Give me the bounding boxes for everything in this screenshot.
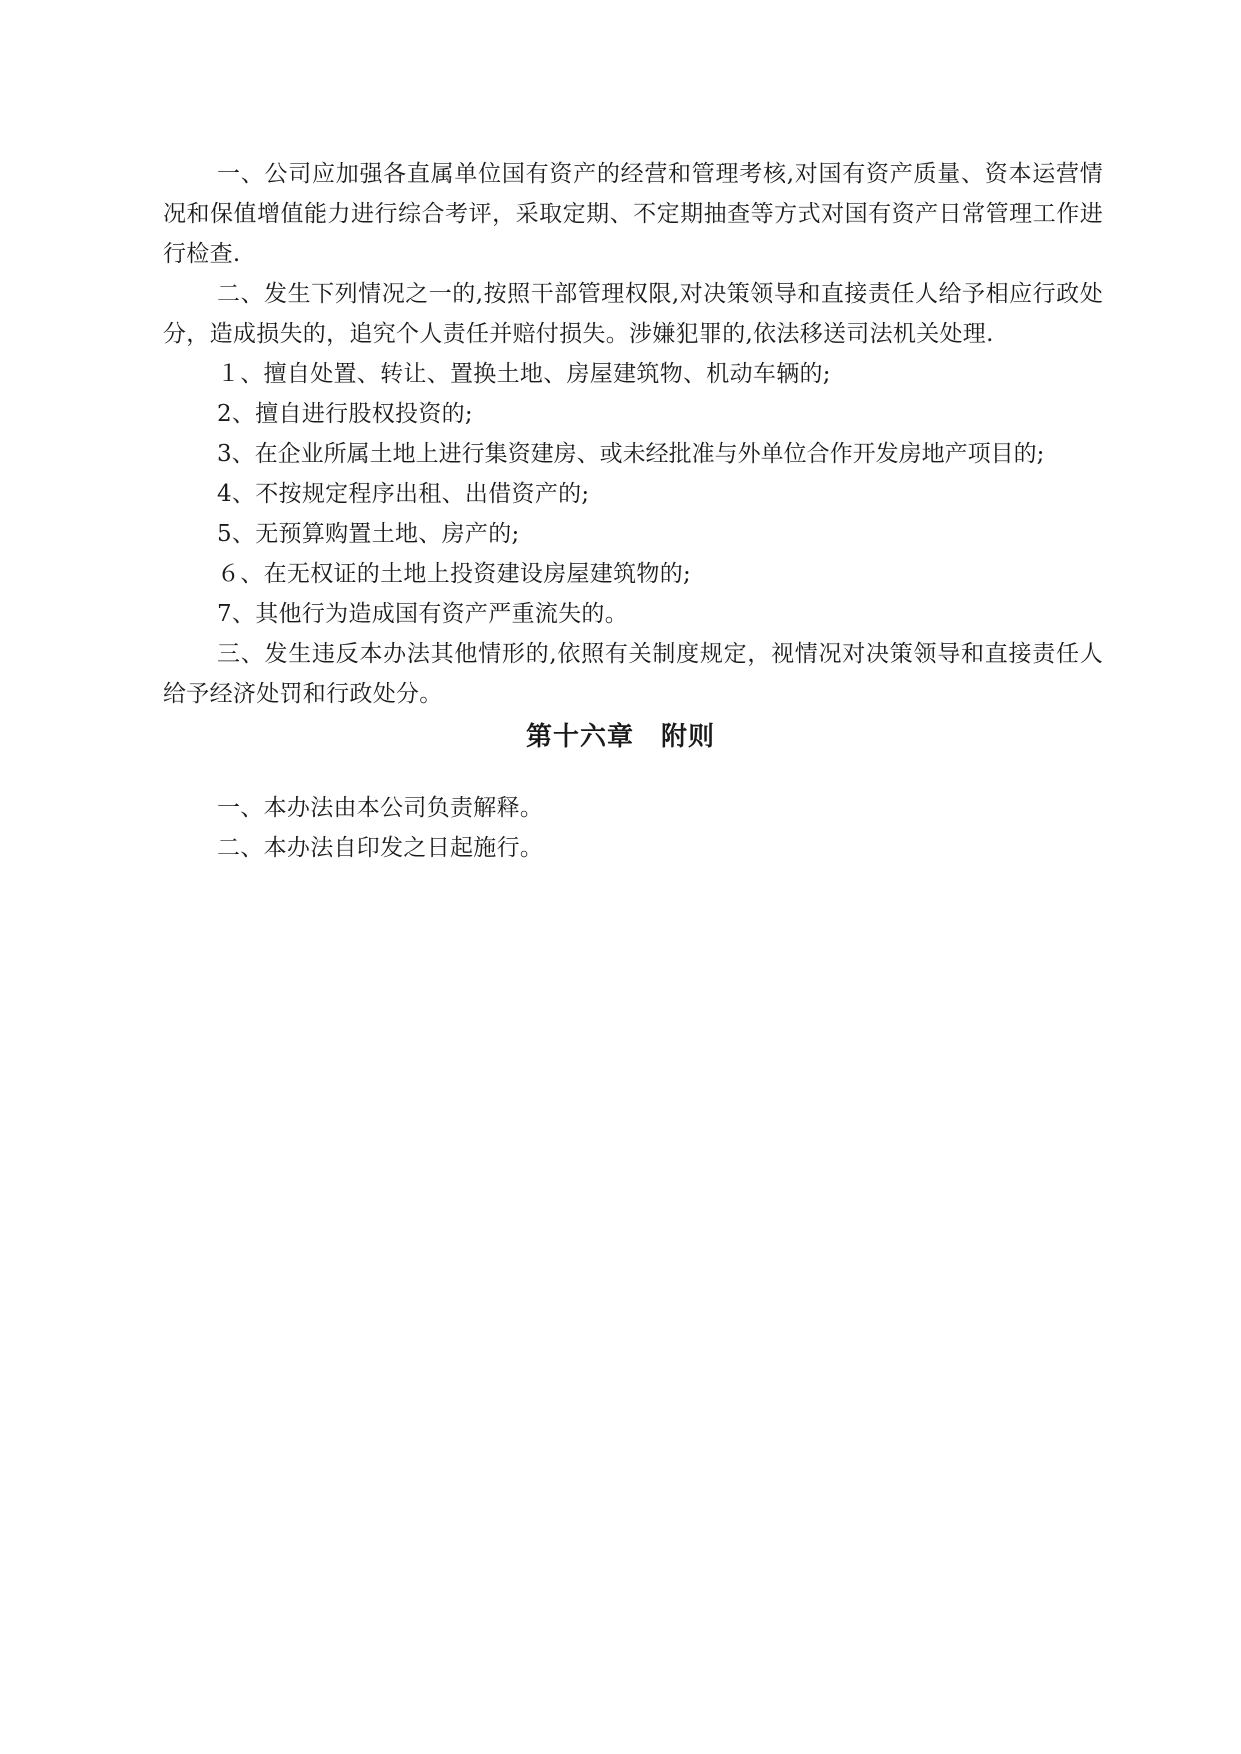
liability-section bbox=[163, 154, 1103, 714]
list-item-violation-1: １、擅自处置、转让、置换土地、房屋建筑物、机动车辆的; bbox=[217, 361, 831, 387]
list-item-violation-4: 4、不按规定程序出租、出借资产的; bbox=[217, 481, 590, 507]
paragraph-violations-intro: 二、发生下列情况之一的,按照干部管理权限,对决策领导和直接责任人给予相应行政处分，造成损失的，追究个人责任并赔付损失。涉嫌犯罪的,依法移送司法机关处理. bbox=[163, 281, 1103, 347]
paragraph-interpretation: 一、本办法由本公司负责解释。 bbox=[217, 795, 544, 821]
list-item-violation-2: 2、擅自进行股权投资的; bbox=[217, 401, 473, 427]
list-item-violation-7: 7、其他行为造成国有资产严重流失的。 bbox=[217, 601, 629, 627]
paragraph-effective-date: 二、本办法自印发之日起施行。 bbox=[217, 835, 544, 861]
chapter-heading: 第十六章 附则 bbox=[525, 722, 715, 752]
list-item-violation-3: 3、在企业所属土地上进行集资建房、或未经批准与外单位合作开发房地产项目的; bbox=[217, 441, 1045, 467]
list-item-violation-6: ６、在无权证的土地上投资建设房屋建筑物的; bbox=[217, 561, 692, 587]
list-item-violation-5: 5、无预算购置土地、房产的; bbox=[217, 521, 520, 547]
supplementary-section bbox=[163, 788, 1103, 868]
paragraph-other-violations: 三、发生违反本办法其他情形的,依照有关制度规定，视情况对决策领导和直接责任人给予经济处罚和行政处分。 bbox=[163, 641, 1103, 707]
paragraph-assessment: 一、公司应加强各直属单位国有资产的经营和管理考核,对国有资产质量、资本运营情况和保值增值能力进行综合考评，采取定期、不定期抽查等方式对国有资产日常管理工作进行检查. bbox=[163, 161, 1103, 267]
